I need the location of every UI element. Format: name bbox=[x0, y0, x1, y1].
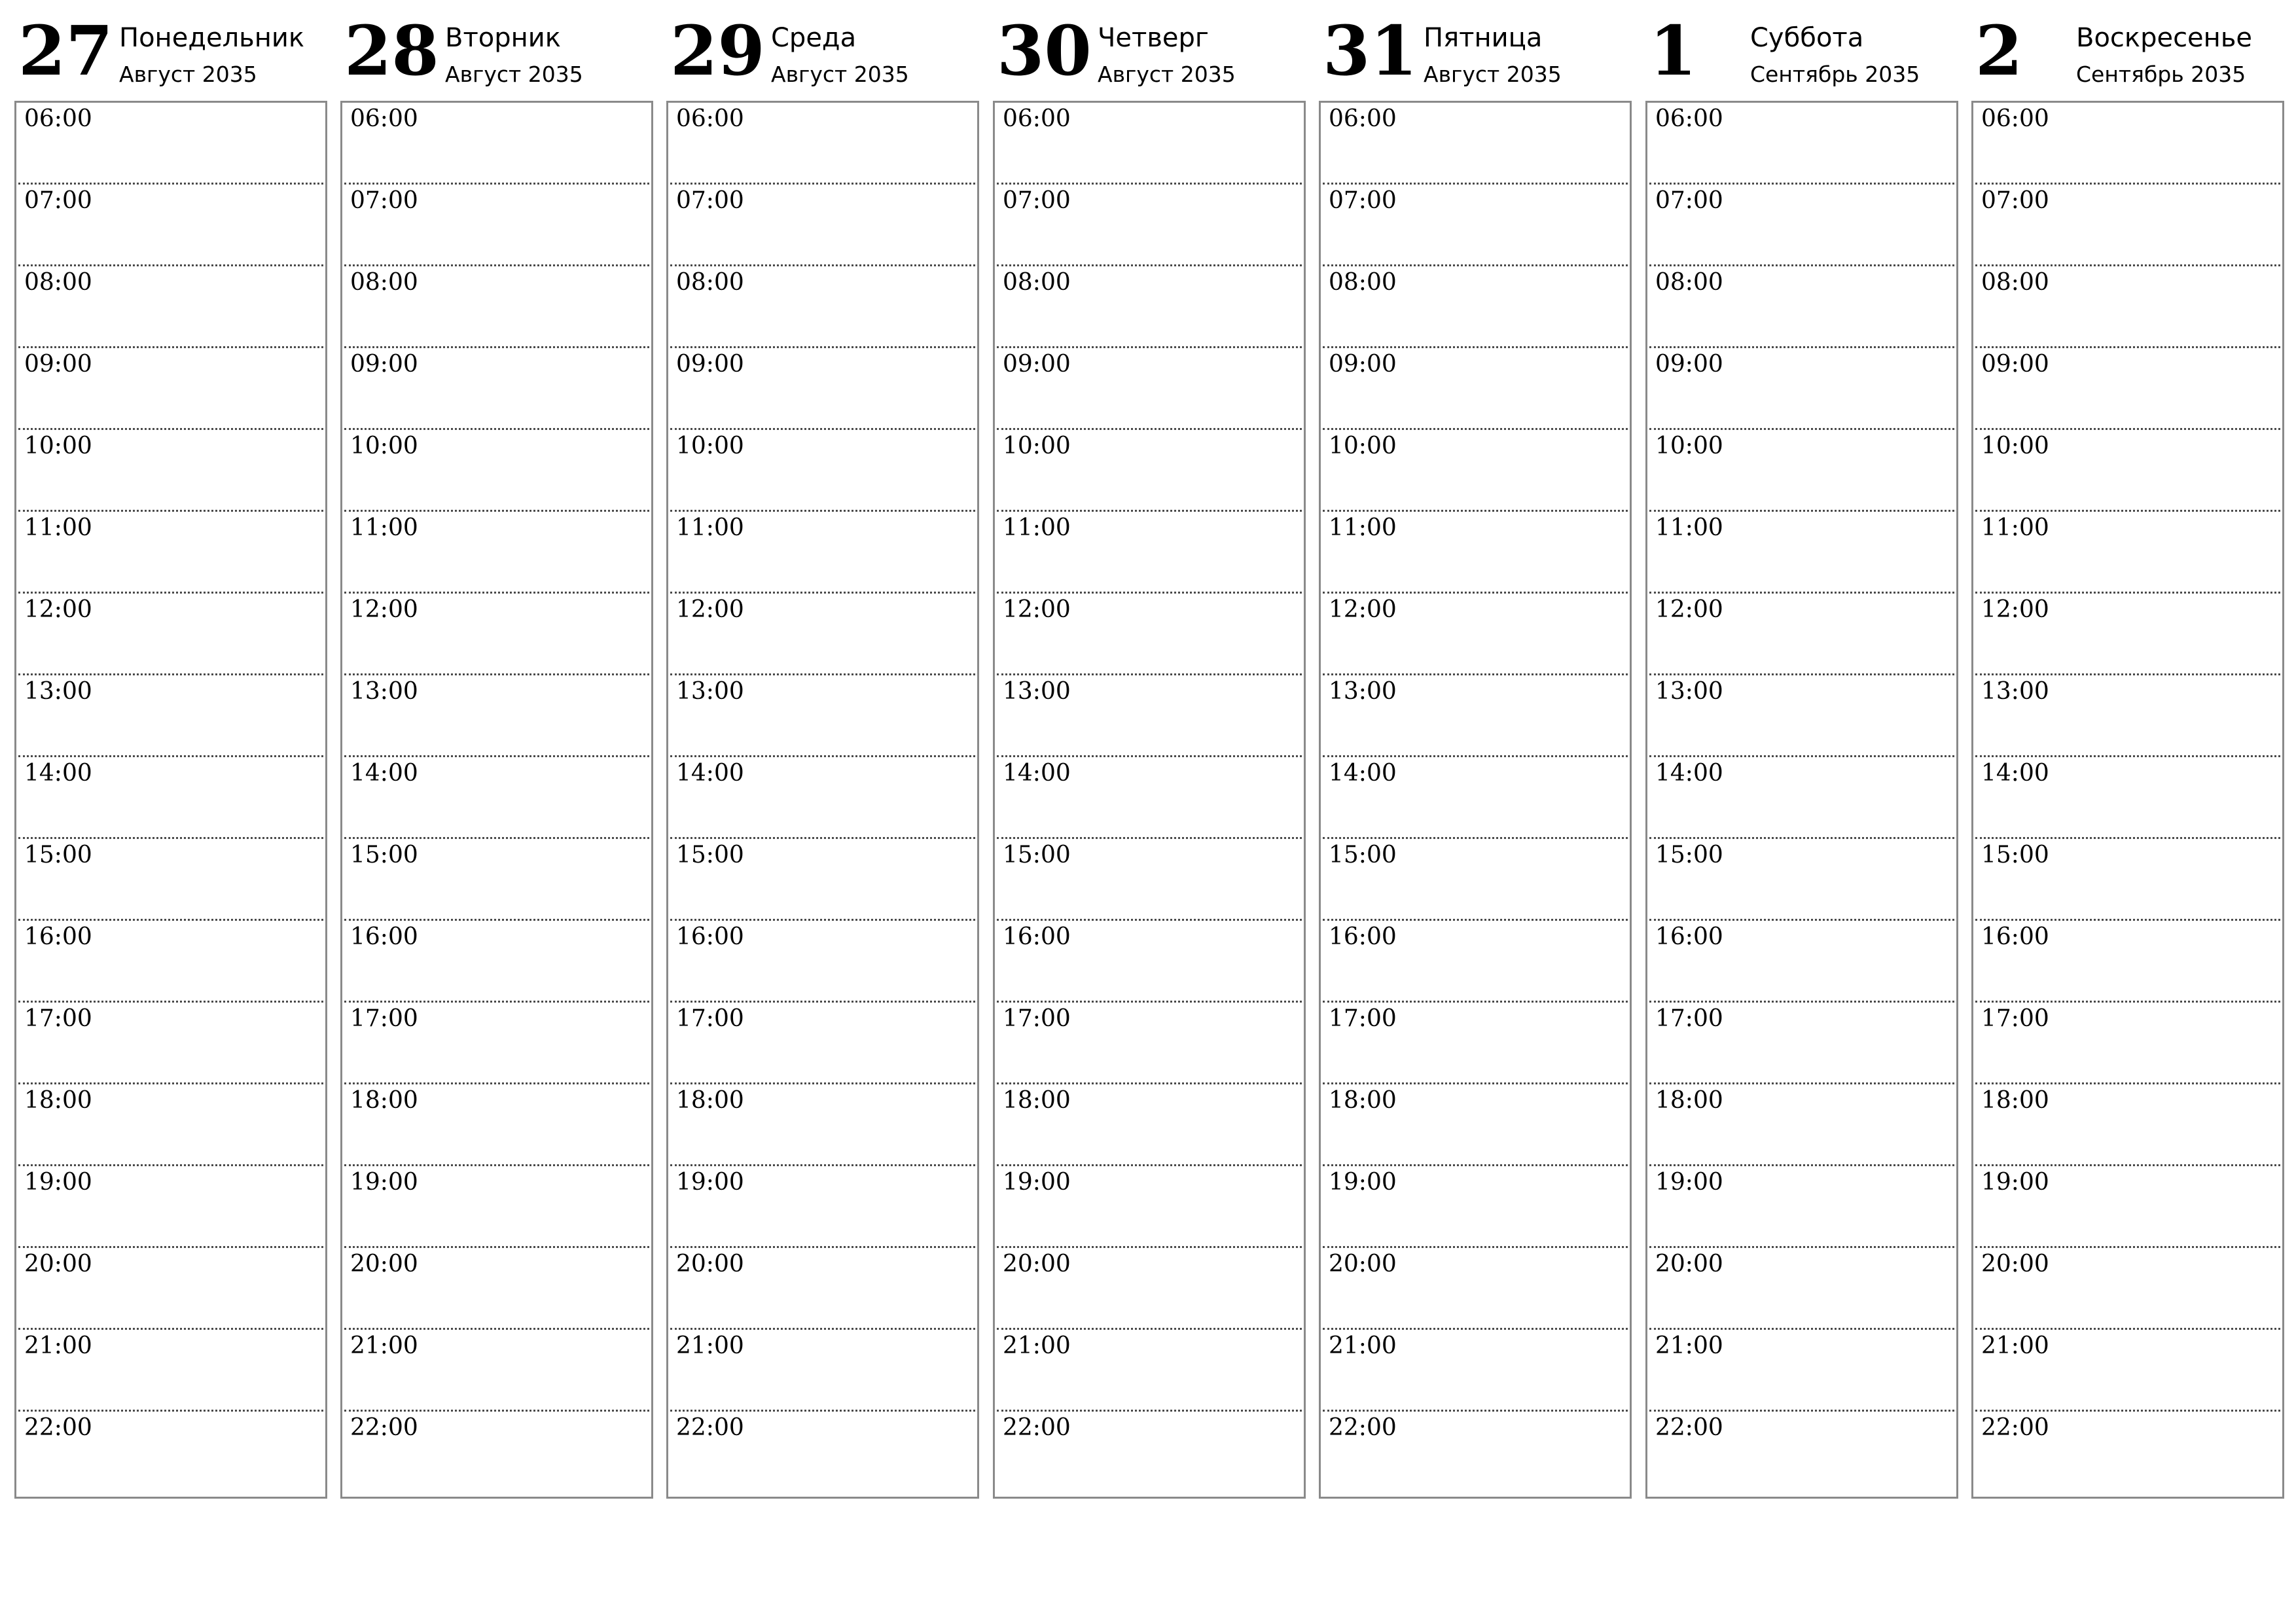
hour-label: 11:00 bbox=[1329, 514, 1397, 541]
day-column bbox=[993, 0, 1307, 1505]
hour-label: 15:00 bbox=[1981, 842, 2049, 868]
hour-slot[interactable] bbox=[344, 1412, 649, 1493]
hour-label: 16:00 bbox=[1655, 923, 1723, 950]
hour-label: 08:00 bbox=[1329, 269, 1397, 296]
day-month-year: Август 2035 bbox=[1424, 62, 1562, 87]
hour-slot[interactable] bbox=[1975, 1084, 2280, 1166]
hour-slot[interactable] bbox=[344, 1166, 649, 1248]
day-name: Суббота bbox=[1750, 23, 1864, 53]
hour-label: 13:00 bbox=[1655, 678, 1723, 705]
hour-label: 22:00 bbox=[1329, 1414, 1397, 1441]
hour-label: 20:00 bbox=[1981, 1251, 2049, 1277]
hour-label: 08:00 bbox=[1981, 269, 2049, 296]
hour-slot[interactable] bbox=[670, 1166, 975, 1248]
day-header bbox=[1645, 0, 1960, 98]
hour-label: 12:00 bbox=[350, 596, 418, 623]
hour-slot[interactable] bbox=[1649, 594, 1954, 675]
hour-label: 10:00 bbox=[1981, 433, 2049, 459]
hour-slot[interactable] bbox=[1975, 348, 2280, 430]
hour-slot[interactable] bbox=[344, 430, 649, 512]
hour-slot[interactable] bbox=[670, 103, 975, 185]
hour-slot[interactable] bbox=[344, 103, 649, 185]
hour-slot[interactable] bbox=[344, 1084, 649, 1166]
day-schedule-box bbox=[14, 101, 327, 1499]
hour-label: 22:00 bbox=[1981, 1414, 2049, 1441]
hour-label: 06:00 bbox=[350, 105, 418, 132]
hour-slot[interactable] bbox=[18, 1412, 323, 1493]
hour-slot[interactable] bbox=[670, 1412, 975, 1493]
hour-label: 19:00 bbox=[1655, 1169, 1723, 1196]
hour-slot[interactable] bbox=[997, 1248, 1302, 1330]
hour-slot[interactable] bbox=[18, 675, 323, 757]
hour-slot[interactable] bbox=[1323, 921, 1628, 1003]
hour-slot[interactable] bbox=[1975, 594, 2280, 675]
day-header bbox=[993, 0, 1307, 98]
hour-slot[interactable] bbox=[997, 1330, 1302, 1412]
hour-slot[interactable] bbox=[344, 266, 649, 348]
day-name: Среда bbox=[771, 23, 857, 53]
hour-label: 22:00 bbox=[1003, 1414, 1071, 1441]
hour-label: 21:00 bbox=[1329, 1332, 1397, 1359]
hour-slot[interactable] bbox=[344, 512, 649, 594]
hour-label: 16:00 bbox=[1003, 923, 1071, 950]
hour-slot[interactable] bbox=[670, 1330, 975, 1412]
hour-label: 19:00 bbox=[24, 1169, 92, 1196]
hour-label: 08:00 bbox=[350, 269, 418, 296]
day-name: Четверг bbox=[1098, 23, 1209, 53]
hour-label: 14:00 bbox=[1981, 760, 2049, 787]
hour-slot[interactable] bbox=[1649, 348, 1954, 430]
hour-label: 20:00 bbox=[24, 1251, 92, 1277]
hour-label: 07:00 bbox=[1329, 187, 1397, 214]
hour-slot[interactable] bbox=[1649, 1166, 1954, 1248]
hour-label: 18:00 bbox=[1329, 1087, 1397, 1114]
hour-slot[interactable] bbox=[1323, 430, 1628, 512]
day-month-year: Сентябрь 2035 bbox=[2076, 62, 2246, 87]
hour-label: 15:00 bbox=[1003, 842, 1071, 868]
hour-label: 14:00 bbox=[1655, 760, 1723, 787]
hour-label: 17:00 bbox=[1655, 1005, 1723, 1032]
hour-slot[interactable] bbox=[1649, 1003, 1954, 1084]
hour-slot[interactable] bbox=[1323, 185, 1628, 266]
hour-slot[interactable] bbox=[670, 512, 975, 594]
hour-slot[interactable] bbox=[997, 348, 1302, 430]
hour-slot[interactable] bbox=[670, 757, 975, 839]
hour-slot[interactable] bbox=[1649, 1330, 1954, 1412]
hour-slot[interactable] bbox=[1323, 266, 1628, 348]
hour-slot[interactable] bbox=[1975, 1330, 2280, 1412]
hour-label: 15:00 bbox=[350, 842, 418, 868]
hour-label: 10:00 bbox=[1655, 433, 1723, 459]
hour-slot[interactable] bbox=[997, 921, 1302, 1003]
hour-label: 10:00 bbox=[1003, 433, 1071, 459]
day-column bbox=[666, 0, 980, 1505]
hour-label: 07:00 bbox=[676, 187, 744, 214]
hour-label: 06:00 bbox=[1655, 105, 1723, 132]
hour-label: 22:00 bbox=[24, 1414, 92, 1441]
hour-label: 08:00 bbox=[1655, 269, 1723, 296]
hour-label: 18:00 bbox=[1003, 1087, 1071, 1114]
hour-slot[interactable] bbox=[670, 430, 975, 512]
day-column bbox=[1319, 0, 1633, 1505]
hour-slot[interactable] bbox=[997, 839, 1302, 921]
day-number: 30 bbox=[997, 10, 1092, 91]
hour-slot[interactable] bbox=[344, 1248, 649, 1330]
day-column bbox=[1971, 0, 2286, 1505]
hour-slot[interactable] bbox=[1975, 512, 2280, 594]
hour-label: 22:00 bbox=[676, 1414, 744, 1441]
day-month-year: Август 2035 bbox=[119, 62, 257, 87]
hour-slot[interactable] bbox=[344, 594, 649, 675]
hour-label: 18:00 bbox=[350, 1087, 418, 1114]
hour-label: 16:00 bbox=[1981, 923, 2049, 950]
hour-slot[interactable] bbox=[18, 1084, 323, 1166]
hour-slot[interactable] bbox=[1649, 757, 1954, 839]
day-header bbox=[14, 0, 329, 98]
hour-label: 10:00 bbox=[1329, 433, 1397, 459]
hour-slot[interactable] bbox=[1975, 1412, 2280, 1493]
hour-label: 21:00 bbox=[676, 1332, 744, 1359]
hour-label: 07:00 bbox=[24, 187, 92, 214]
hour-label: 17:00 bbox=[1981, 1005, 2049, 1032]
hour-slot[interactable] bbox=[18, 185, 323, 266]
hour-slot[interactable] bbox=[997, 185, 1302, 266]
hour-slot[interactable] bbox=[344, 1330, 649, 1412]
hour-slot[interactable] bbox=[1323, 757, 1628, 839]
hour-label: 12:00 bbox=[1003, 596, 1071, 623]
hour-label: 21:00 bbox=[350, 1332, 418, 1359]
hour-slot[interactable] bbox=[344, 675, 649, 757]
hour-slot[interactable] bbox=[997, 1003, 1302, 1084]
hour-label: 09:00 bbox=[1655, 351, 1723, 378]
day-number: 2 bbox=[1975, 10, 2023, 91]
hour-label: 19:00 bbox=[1981, 1169, 2049, 1196]
hour-slot[interactable] bbox=[1323, 1166, 1628, 1248]
hour-slot[interactable] bbox=[1649, 430, 1954, 512]
hour-label: 09:00 bbox=[1329, 351, 1397, 378]
hour-slot[interactable] bbox=[18, 348, 323, 430]
hour-slot[interactable] bbox=[1649, 921, 1954, 1003]
hour-label: 19:00 bbox=[676, 1169, 744, 1196]
hour-label: 07:00 bbox=[1003, 187, 1071, 214]
hour-slot[interactable] bbox=[997, 675, 1302, 757]
day-name: Вторник bbox=[445, 23, 561, 53]
hour-slot[interactable] bbox=[670, 1084, 975, 1166]
hour-label: 11:00 bbox=[1981, 514, 2049, 541]
hour-label: 17:00 bbox=[676, 1005, 744, 1032]
hour-label: 17:00 bbox=[1003, 1005, 1071, 1032]
day-number: 1 bbox=[1649, 10, 1697, 91]
hour-label: 11:00 bbox=[1003, 514, 1071, 541]
hour-label: 18:00 bbox=[676, 1087, 744, 1114]
hour-slot[interactable] bbox=[344, 839, 649, 921]
hour-slot[interactable] bbox=[18, 921, 323, 1003]
hour-label: 11:00 bbox=[676, 514, 744, 541]
hour-label: 10:00 bbox=[24, 433, 92, 459]
hour-slot[interactable] bbox=[18, 1166, 323, 1248]
hour-slot[interactable] bbox=[1975, 103, 2280, 185]
hour-slot[interactable] bbox=[1323, 1412, 1628, 1493]
hour-slot[interactable] bbox=[1649, 1412, 1954, 1493]
hour-slot[interactable] bbox=[997, 430, 1302, 512]
hour-slot[interactable] bbox=[1975, 839, 2280, 921]
hour-label: 12:00 bbox=[676, 596, 744, 623]
hour-label: 16:00 bbox=[676, 923, 744, 950]
hour-slot[interactable] bbox=[670, 921, 975, 1003]
hour-label: 15:00 bbox=[1329, 842, 1397, 868]
hour-label: 21:00 bbox=[1003, 1332, 1071, 1359]
hour-label: 15:00 bbox=[676, 842, 744, 868]
hour-slot[interactable] bbox=[1323, 675, 1628, 757]
hour-label: 12:00 bbox=[1981, 596, 2049, 623]
hour-slot[interactable] bbox=[1323, 594, 1628, 675]
day-number: 31 bbox=[1323, 10, 1418, 91]
hour-slot[interactable] bbox=[997, 757, 1302, 839]
day-name: Понедельник bbox=[119, 23, 305, 53]
hour-slot[interactable] bbox=[670, 839, 975, 921]
hour-slot[interactable] bbox=[18, 839, 323, 921]
hour-label: 22:00 bbox=[350, 1414, 418, 1441]
hour-slot[interactable] bbox=[1975, 675, 2280, 757]
hour-slot[interactable] bbox=[670, 348, 975, 430]
day-header bbox=[1971, 0, 2286, 98]
hour-label: 21:00 bbox=[1655, 1332, 1723, 1359]
hour-slot[interactable] bbox=[1649, 512, 1954, 594]
hour-label: 07:00 bbox=[350, 187, 418, 214]
hour-label: 18:00 bbox=[1655, 1087, 1723, 1114]
hour-label: 22:00 bbox=[1655, 1414, 1723, 1441]
hour-slot[interactable] bbox=[1975, 430, 2280, 512]
hour-slot[interactable] bbox=[18, 1330, 323, 1412]
hour-slot[interactable] bbox=[997, 512, 1302, 594]
hour-slot[interactable] bbox=[670, 594, 975, 675]
hour-label: 13:00 bbox=[1003, 678, 1071, 705]
hour-slot[interactable] bbox=[344, 921, 649, 1003]
day-header bbox=[666, 0, 980, 98]
day-column bbox=[340, 0, 655, 1505]
hour-slot[interactable] bbox=[18, 1248, 323, 1330]
day-number: 29 bbox=[670, 10, 765, 91]
hour-label: 16:00 bbox=[1329, 923, 1397, 950]
hour-label: 17:00 bbox=[1329, 1005, 1397, 1032]
day-schedule-box bbox=[1645, 101, 1958, 1499]
day-schedule-box bbox=[1319, 101, 1632, 1499]
hour-slot[interactable] bbox=[1975, 1003, 2280, 1084]
hour-slot[interactable] bbox=[18, 103, 323, 185]
hour-label: 20:00 bbox=[1003, 1251, 1071, 1277]
hour-slot[interactable] bbox=[670, 1003, 975, 1084]
day-month-year: Август 2035 bbox=[1098, 62, 1236, 87]
hour-label: 11:00 bbox=[24, 514, 92, 541]
hour-slot[interactable] bbox=[18, 757, 323, 839]
hour-label: 11:00 bbox=[350, 514, 418, 541]
hour-label: 18:00 bbox=[1981, 1087, 2049, 1114]
hour-slot[interactable] bbox=[997, 103, 1302, 185]
hour-slot[interactable] bbox=[1649, 103, 1954, 185]
hour-label: 09:00 bbox=[676, 351, 744, 378]
hour-label: 14:00 bbox=[24, 760, 92, 787]
hour-slot[interactable] bbox=[997, 266, 1302, 348]
day-column bbox=[14, 0, 329, 1505]
hour-label: 14:00 bbox=[1003, 760, 1071, 787]
hour-slot[interactable] bbox=[1649, 1248, 1954, 1330]
hour-label: 16:00 bbox=[350, 923, 418, 950]
day-number: 28 bbox=[344, 10, 439, 91]
hour-label: 10:00 bbox=[676, 433, 744, 459]
hour-label: 12:00 bbox=[1329, 596, 1397, 623]
hour-slot[interactable] bbox=[18, 594, 323, 675]
hour-slot[interactable] bbox=[1975, 921, 2280, 1003]
hour-label: 08:00 bbox=[1003, 269, 1071, 296]
hour-label: 07:00 bbox=[1655, 187, 1723, 214]
day-header bbox=[340, 0, 655, 98]
hour-slot[interactable] bbox=[997, 594, 1302, 675]
hour-slot[interactable] bbox=[1323, 1003, 1628, 1084]
hour-slot[interactable] bbox=[1323, 512, 1628, 594]
hour-label: 10:00 bbox=[350, 433, 418, 459]
hour-label: 06:00 bbox=[676, 105, 744, 132]
hour-slot[interactable] bbox=[344, 1003, 649, 1084]
hour-slot[interactable] bbox=[1649, 266, 1954, 348]
hour-label: 19:00 bbox=[350, 1169, 418, 1196]
day-schedule-box bbox=[993, 101, 1306, 1499]
hour-slot[interactable] bbox=[1323, 1084, 1628, 1166]
hour-label: 20:00 bbox=[350, 1251, 418, 1277]
day-number: 27 bbox=[18, 10, 113, 91]
hour-slot[interactable] bbox=[670, 185, 975, 266]
day-name: Пятница bbox=[1424, 23, 1543, 53]
hour-label: 14:00 bbox=[350, 760, 418, 787]
hour-slot[interactable] bbox=[670, 266, 975, 348]
hour-label: 17:00 bbox=[350, 1005, 418, 1032]
hour-slot[interactable] bbox=[1975, 266, 2280, 348]
hour-label: 16:00 bbox=[24, 923, 92, 950]
day-name: Воскресенье bbox=[2076, 23, 2253, 53]
hour-label: 14:00 bbox=[1329, 760, 1397, 787]
hour-label: 07:00 bbox=[1981, 187, 2049, 214]
hour-label: 21:00 bbox=[1981, 1332, 2049, 1359]
hour-label: 12:00 bbox=[24, 596, 92, 623]
hour-slot[interactable] bbox=[344, 757, 649, 839]
hour-label: 06:00 bbox=[1329, 105, 1397, 132]
hour-label: 11:00 bbox=[1655, 514, 1723, 541]
hour-slot[interactable] bbox=[1975, 1248, 2280, 1330]
hour-slot[interactable] bbox=[1649, 675, 1954, 757]
hour-label: 14:00 bbox=[676, 760, 744, 787]
hour-label: 09:00 bbox=[1003, 351, 1071, 378]
hour-label: 06:00 bbox=[1003, 105, 1071, 132]
hour-slot[interactable] bbox=[1323, 348, 1628, 430]
day-schedule-box bbox=[340, 101, 653, 1499]
hour-slot[interactable] bbox=[18, 1003, 323, 1084]
hour-slot[interactable] bbox=[18, 430, 323, 512]
hour-slot[interactable] bbox=[997, 1084, 1302, 1166]
hour-slot[interactable] bbox=[1649, 185, 1954, 266]
hour-slot[interactable] bbox=[1323, 839, 1628, 921]
hour-label: 12:00 bbox=[1655, 596, 1723, 623]
hour-label: 06:00 bbox=[24, 105, 92, 132]
day-header bbox=[1319, 0, 1633, 98]
day-month-year: Август 2035 bbox=[445, 62, 583, 87]
hour-label: 20:00 bbox=[1655, 1251, 1723, 1277]
hour-slot[interactable] bbox=[344, 348, 649, 430]
hour-slot[interactable] bbox=[1649, 1084, 1954, 1166]
day-month-year: Сентябрь 2035 bbox=[1750, 62, 1920, 87]
hour-slot[interactable] bbox=[1323, 1248, 1628, 1330]
hour-slot[interactable] bbox=[1323, 103, 1628, 185]
hour-label: 15:00 bbox=[1655, 842, 1723, 868]
hour-label: 15:00 bbox=[24, 842, 92, 868]
hour-slot[interactable] bbox=[344, 185, 649, 266]
hour-label: 08:00 bbox=[24, 269, 92, 296]
hour-label: 13:00 bbox=[676, 678, 744, 705]
hour-label: 17:00 bbox=[24, 1005, 92, 1032]
hour-label: 13:00 bbox=[1981, 678, 2049, 705]
hour-label: 09:00 bbox=[1981, 351, 2049, 378]
hour-label: 06:00 bbox=[1981, 105, 2049, 132]
hour-label: 20:00 bbox=[676, 1251, 744, 1277]
hour-label: 09:00 bbox=[350, 351, 418, 378]
hour-label: 08:00 bbox=[676, 269, 744, 296]
hour-slot[interactable] bbox=[1975, 185, 2280, 266]
hour-slot[interactable] bbox=[997, 1166, 1302, 1248]
hour-slot[interactable] bbox=[1323, 1330, 1628, 1412]
hour-label: 19:00 bbox=[1003, 1169, 1071, 1196]
hour-slot[interactable] bbox=[670, 675, 975, 757]
hour-slot[interactable] bbox=[997, 1412, 1302, 1493]
hour-label: 21:00 bbox=[24, 1332, 92, 1359]
hour-label: 13:00 bbox=[1329, 678, 1397, 705]
hour-slot[interactable] bbox=[1975, 1166, 2280, 1248]
hour-label: 19:00 bbox=[1329, 1169, 1397, 1196]
hour-label: 09:00 bbox=[24, 351, 92, 378]
hour-slot[interactable] bbox=[670, 1248, 975, 1330]
hour-slot[interactable] bbox=[1975, 757, 2280, 839]
day-schedule-box bbox=[666, 101, 979, 1499]
hour-label: 18:00 bbox=[24, 1087, 92, 1114]
hour-label: 20:00 bbox=[1329, 1251, 1397, 1277]
hour-slot[interactable] bbox=[18, 512, 323, 594]
day-month-year: Август 2035 bbox=[771, 62, 909, 87]
hour-slot[interactable] bbox=[18, 266, 323, 348]
hour-label: 13:00 bbox=[24, 678, 92, 705]
hour-slot[interactable] bbox=[1649, 839, 1954, 921]
day-column bbox=[1645, 0, 1960, 1505]
day-schedule-box bbox=[1971, 101, 2284, 1499]
hour-label: 13:00 bbox=[350, 678, 418, 705]
